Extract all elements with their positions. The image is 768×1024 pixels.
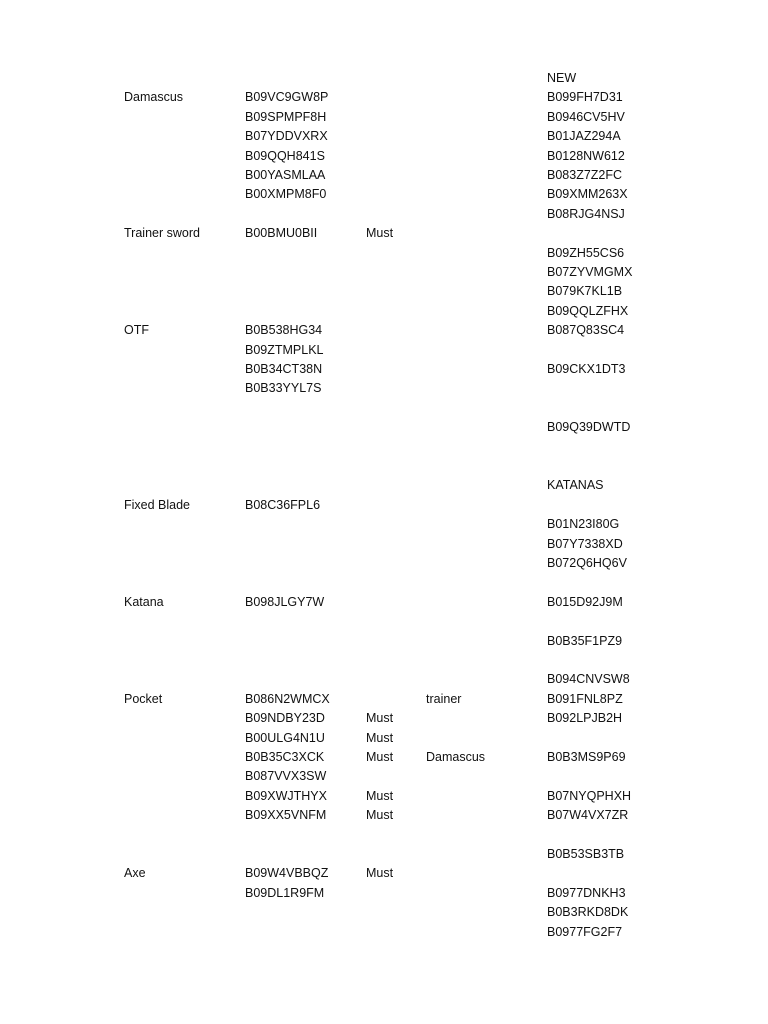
reference-asin-cell: B0B3MS9P69 xyxy=(547,750,626,764)
asin-cell: B09VC9GW8P xyxy=(245,90,329,105)
reference-asin-cell: B015D92J9M xyxy=(547,594,623,609)
asin-cell: B07YDDVXRX xyxy=(245,129,328,144)
reference-asin-cell: B083Z7Z2FC xyxy=(547,168,623,182)
reference-asin-cell: B0977DNKH3 xyxy=(547,885,626,900)
reference-asin-cell: B072Q6HQ6V xyxy=(547,556,627,570)
reference-asin-cell: B01JAZ294A xyxy=(547,129,621,144)
reference-asin-cell: B094CNVSW8 xyxy=(547,672,630,687)
reference-asin-cell: B099FH7D31 xyxy=(547,90,623,105)
reference-asin-cell: B0B3RKD8DK xyxy=(547,905,629,920)
reference-asin-cell: B09CKX1DT3 xyxy=(547,362,626,376)
asin-cell: B09W4VBBQZ xyxy=(245,866,329,881)
reference-asin-cell: KATANAS xyxy=(547,478,604,493)
reference-asin-cell: B07Y7338XD xyxy=(547,536,623,551)
reference-asin-cell: B07NYQPHXH xyxy=(547,788,632,803)
asin-cell: B09QQH841S xyxy=(245,148,325,163)
asin-cell: B00ULG4N1U xyxy=(245,730,325,745)
reference-asin-cell: B0B35F1PZ9 xyxy=(547,633,623,648)
reference-asin-cell: B09QQLZFHX xyxy=(547,303,629,318)
asin-cell: B098JLGY7W xyxy=(245,594,325,609)
asin-cell: B00YASMLAA xyxy=(245,168,326,182)
category-cell: Trainer sword xyxy=(124,226,200,241)
asin-cell: B0B538HG34 xyxy=(245,323,323,338)
note-cell: Must xyxy=(366,750,394,764)
tag-cell: Damascus xyxy=(426,750,486,764)
asin-cell: B09DL1R9FM xyxy=(245,885,325,900)
reference-asin-cell: NEW xyxy=(547,71,577,85)
asin-cell: B09ZTMPLKL xyxy=(245,342,324,357)
category-cell: OTF xyxy=(124,323,149,338)
asin-cell: B09XX5VNFM xyxy=(245,808,327,823)
reference-asin-cell: B09Q39DWTD xyxy=(547,420,631,435)
asin-cell: B09SPMPF8H xyxy=(245,109,327,124)
note-cell: Must xyxy=(366,730,394,745)
reference-asin-cell: B0128NW612 xyxy=(547,148,625,163)
asin-cell: B0B35C3XCK xyxy=(245,750,325,764)
reference-asin-cell: B08RJG4NSJ xyxy=(547,206,625,221)
reference-asin-cell: B01N23I80G xyxy=(547,517,620,532)
reference-asin-cell: B0977FG2F7 xyxy=(547,924,623,939)
reference-asin-cell: B092LPJB2H xyxy=(547,711,623,726)
category-cell: Damascus xyxy=(124,90,184,105)
asin-cell: B09NDBY23D xyxy=(245,711,325,726)
asin-cell: B087VVX3SW xyxy=(245,769,327,784)
asin-cell: B0B33YYL7S xyxy=(245,381,322,396)
reference-asin-cell: B09XMM263X xyxy=(547,187,628,202)
reference-asin-cell: B07W4VX7ZR xyxy=(547,808,629,823)
reference-asin-cell: B07ZYVMGMX xyxy=(547,265,633,279)
note-cell: Must xyxy=(366,711,394,726)
reference-asin-cell: B0946CV5HV xyxy=(547,109,625,124)
category-cell: Fixed Blade xyxy=(124,497,191,512)
reference-asin-cell: B0B53SB3TB xyxy=(547,847,625,861)
asin-cell: B08C36FPL6 xyxy=(245,497,321,512)
asin-cell: B00BMU0BII xyxy=(245,226,318,241)
reference-asin-cell: B09ZH55CS6 xyxy=(547,245,625,260)
reference-asin-cell: B091FNL8PZ xyxy=(547,691,623,706)
note-cell: Must xyxy=(366,788,394,803)
category-cell: Pocket xyxy=(124,691,163,706)
tag-cell: trainer xyxy=(426,691,462,706)
note-cell: Must xyxy=(366,226,394,241)
note-cell: Must xyxy=(366,866,394,881)
category-cell: Katana xyxy=(124,594,164,609)
reference-asin-cell: B087Q83SC4 xyxy=(547,323,625,338)
category-cell: Axe xyxy=(124,866,146,881)
asin-cell: B09XWJTHYX xyxy=(245,788,327,803)
note-cell: Must xyxy=(366,808,394,823)
asin-cell: B0B34CT38N xyxy=(245,362,323,376)
asin-cell: B086N2WMCX xyxy=(245,691,330,706)
asin-cell: B00XMPM8F0 xyxy=(245,187,327,202)
reference-asin-cell: B079K7KL1B xyxy=(547,284,623,299)
